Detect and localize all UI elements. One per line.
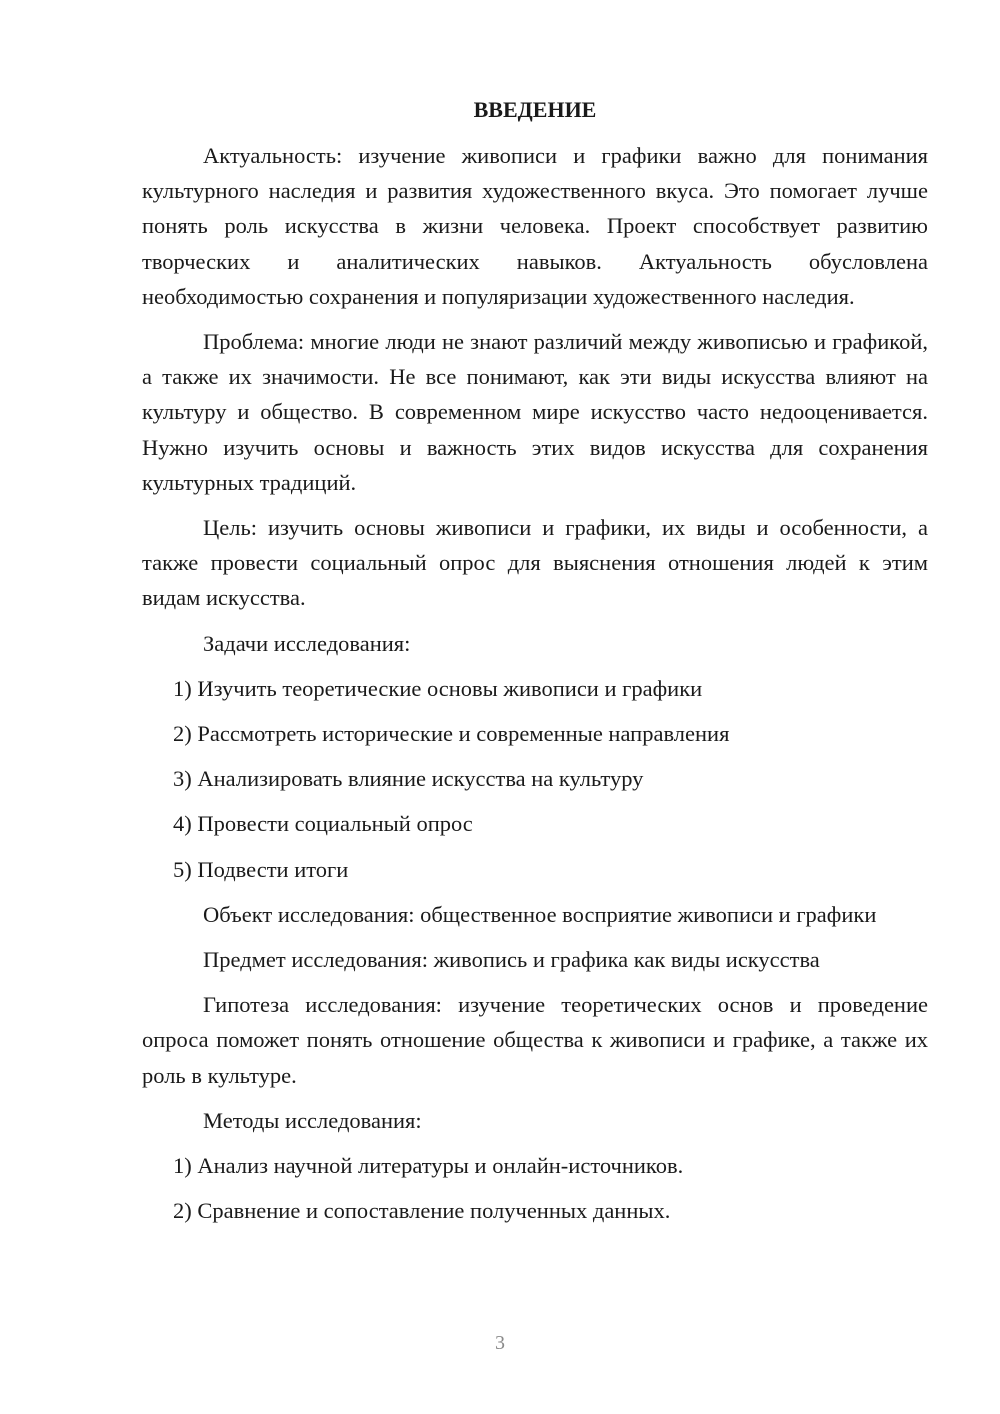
task-item: 5) Подвести итоги (173, 856, 349, 882)
problem-paragraph: Проблема: многие люди не знают различий между живописью и графикой, а также их значимости. Не все понимают, как эти виды искусства влияют на культуру и общество. В современном мире искусство часто недооценивается. Нужно изучить основы и важность этих видов искусства для сохранения культурных традиций. (142, 329, 928, 495)
method-item: 2) Сравнение и сопоставление полученных данных. (173, 1198, 671, 1224)
page-title: ВВЕДЕНИЕ (473, 97, 597, 122)
page-content (142, 93, 928, 1238)
relevance-paragraph: Актуальность: изучение живописи и графики важно для понимания культурного наследия и развития художественного вкуса. Это помогает лучше понять роль искусства в жизни человека. Проект способствует развитию творческих и аналитических навыков. Актуальность обусловлена необходимостью сохранения и популяризации художественного наследия. (142, 143, 928, 309)
tasks-label: Задачи исследования: (203, 630, 411, 656)
object-paragraph: Объект исследования: общественное восприятие живописи и графики (203, 901, 877, 927)
goal-paragraph: Цель: изучить основы живописи и графики, их виды и особенности, а также провести социальный опрос для выяснения отношения людей к этим видам искусства. (142, 515, 928, 611)
task-item: 4) Провести социальный опрос (173, 811, 473, 837)
page-number: 3 (495, 1332, 505, 1354)
task-item: 1) Изучить теоретические основы живописи и графики (173, 675, 703, 701)
subject-paragraph: Предмет исследования: живопись и графика как виды искусства (203, 947, 820, 973)
task-item: 2) Рассмотреть исторические и современные направления (173, 721, 730, 747)
method-item: 1) Анализ научной литературы и онлайн-источников. (173, 1153, 684, 1179)
methods-label: Методы исследования: (203, 1107, 422, 1133)
task-item: 3) Анализировать влияние искусства на культуру (173, 766, 644, 792)
hypothesis-paragraph: Гипотеза исследования: изучение теоретических основ и проведение опроса поможет понять отношение общества к живописи и графике, а также их роль в культуре. (142, 992, 928, 1088)
